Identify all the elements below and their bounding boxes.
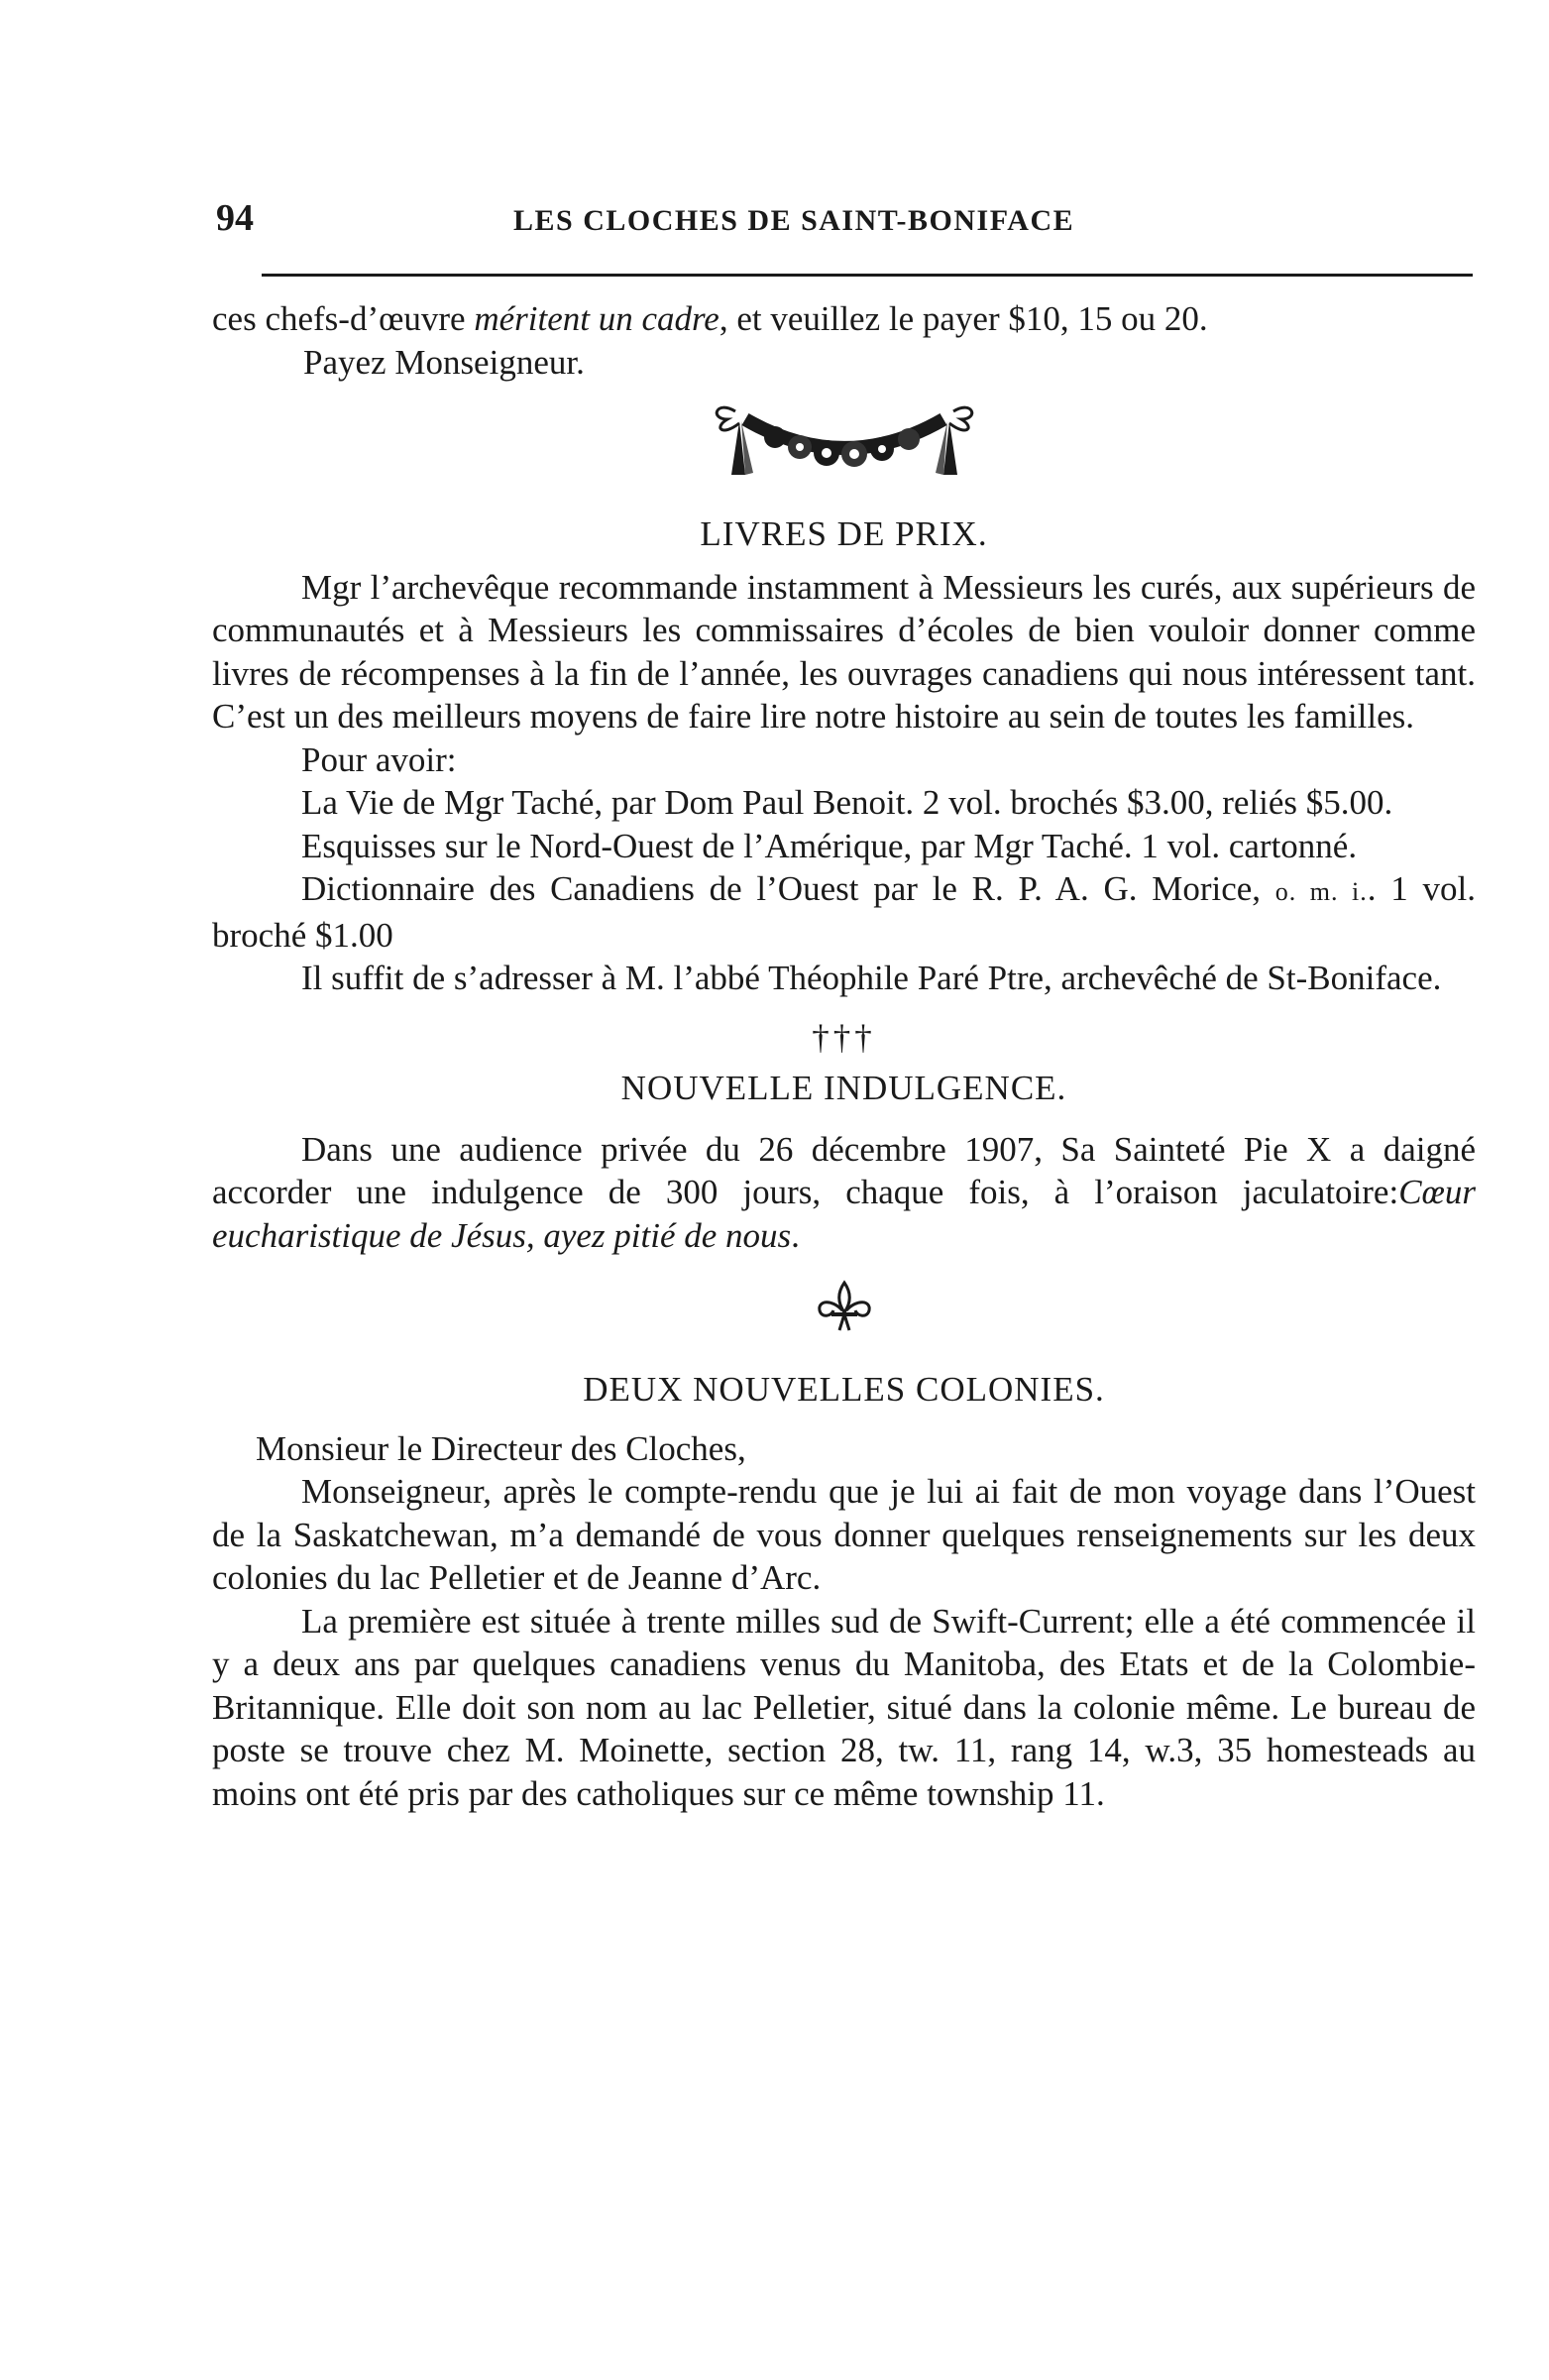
paragraph-colonies-1: Monseigneur, après le compte-rendu que je lui ai fait de mon voyage dans l’Ouest de la Saskatchewan, m’a demandé de vous donner quelques renseignements sur les deux colonies du lac Pelletier et de Jeanne d’Arc.: [212, 1472, 1476, 1597]
book-item-2: Esquisses sur le Nord-Ouest de l’Amérique, par Mgr Taché. 1 vol. cartonné.: [301, 826, 1358, 865]
heading-livres-de-prix: LIVRES DE PRIX.: [700, 514, 988, 553]
paragraph-livres: Mgr l’archevêque recommande instamment à Messieurs les curés, aux supérieurs de communautés et à Messieurs les commissaires d’écoles de bien vouloir donner comme livres de récompenses à la fin de l’année, les ouvrages canadiens qui nous intéressent tant. C’est un des meilleurs moyens de faire lire notre histoire au sein de toutes les familles.: [212, 567, 1476, 736]
paragraph-indulgence: Dans une audience privée du 26 décembre 1907, Sa Sainteté Pie X a daigné accorder une indulgence de 300 jours, chaque fois, à l’oraison jaculatoire:Cœur eucharistique de Jésus, ayez pitié de nous.: [212, 1129, 1476, 1255]
pour-avoir: Pour avoir:: [301, 739, 457, 779]
heading-nouvelle-indulgence: NOUVELLE INDULGENCE.: [620, 1069, 1067, 1107]
garland-ornament: [212, 397, 1476, 487]
running-head: [216, 196, 1475, 246]
running-title: LES CLOCHES DE SAINT-BONIFACE: [513, 204, 1075, 237]
main-text: [212, 297, 1476, 1815]
book-item-3: Dictionnaire des Canadiens de l’Ouest par le R. P. A. G. Morice, o. m. i.. 1 vol. broché $1.00: [212, 869, 1476, 955]
emphasis-text: méritent un cadre: [474, 299, 719, 338]
paragraph-colonies-2: La première est située à trente milles sud de Swift-Current; elle a été commencée il y a deux ans par quelques canadiens venus du Manitoba, des Etats et de la Colombie-Britannique. Elle doit son nom au lac Pelletier, situé dans la colonie même. Le bureau de poste se trouve chez M. Moinette, section 28, tw. 11, rang 14, w.3, 35 homesteads au moins ont été pris par des catholiques sur ce même township 11.: [212, 1601, 1476, 1813]
crosses-ornament: †††: [812, 1017, 876, 1057]
book-item-4: Il suffit de s’adresser à M. l’abbé Théophile Paré Ptre, archevêché de St-Boniface.: [301, 959, 1442, 997]
garland-ornament-icon: [706, 397, 983, 481]
emphasis-text: Cœur eucharistique de Jésus, ayez pitié de nous: [212, 1173, 1476, 1255]
opening-line: ces chefs-d’œuvre méritent un cadre, et veuillez le payer $10, 15 ou 20.: [212, 299, 1208, 338]
book-item-1: La Vie de Mgr Taché, par Dom Paul Benoit. 2 vol. brochés $3.00, reliés $5.00.: [301, 783, 1393, 822]
salutation: Monsieur le Directeur des Cloches,: [256, 1428, 746, 1468]
fleur-de-lis-icon: [810, 1279, 879, 1334]
heading-deux-nouvelles-colonies: DEUX NOUVELLES COLONIES.: [583, 1370, 1105, 1409]
page-number: 94: [216, 197, 254, 239]
fleur-de-lis-ornament: [212, 1279, 1476, 1338]
header-rule: [262, 274, 1473, 277]
opening-line-2: Payez Monseigneur.: [303, 342, 585, 382]
small-caps-text: o. m. i.: [1274, 877, 1368, 906]
